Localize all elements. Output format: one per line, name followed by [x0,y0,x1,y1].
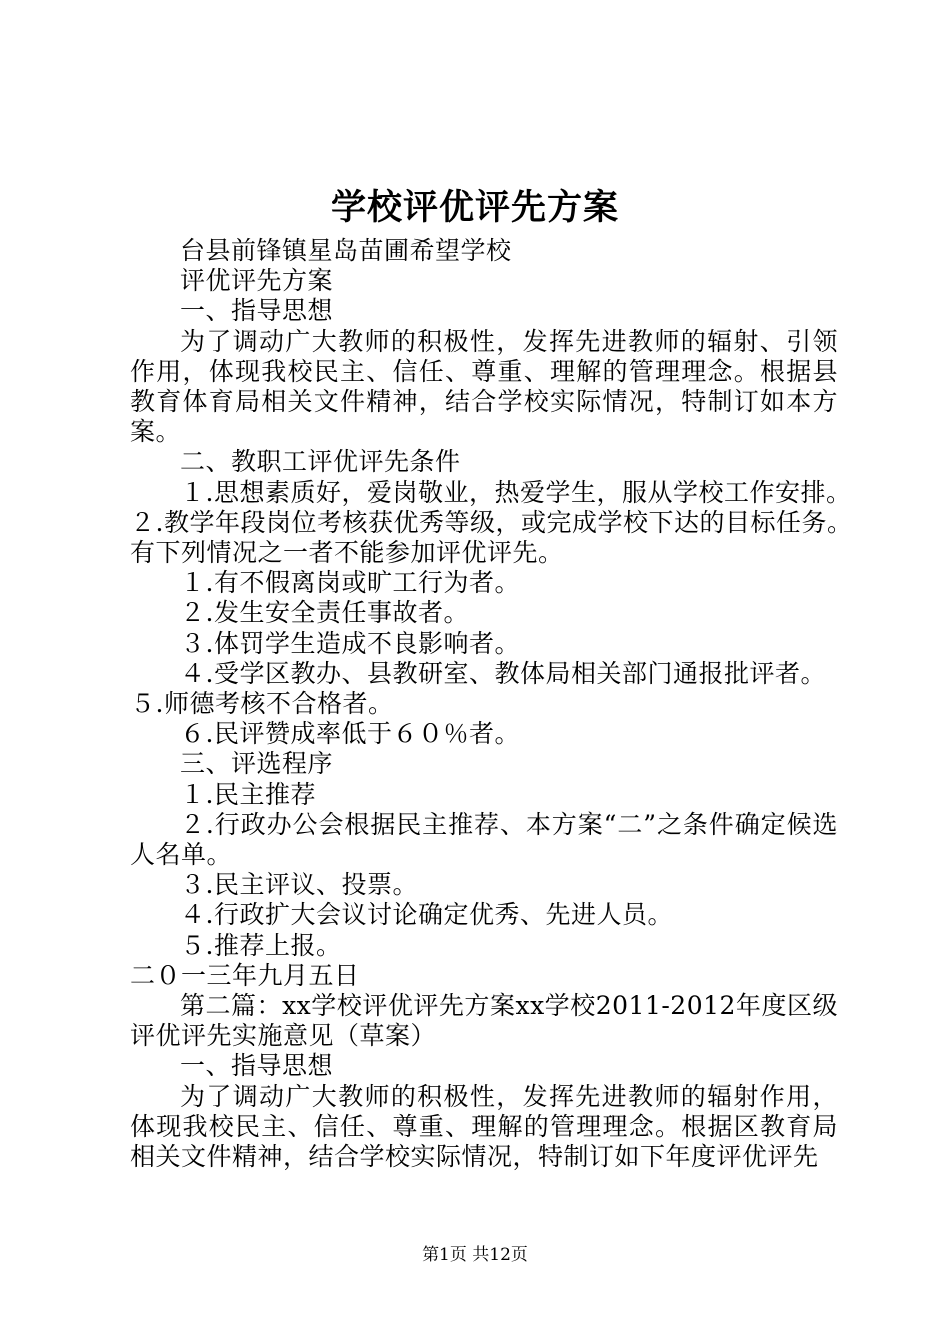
exclusion-item-1: １.有不假离岗或旷工行为者。 [180,568,520,598]
second-part-heading: 第二篇：xx学校评优评先方案xx学校2011-2012年度区级评优评先实施意见（草案） [130,991,838,1051]
document-title: 学校评优评先方案 [330,187,619,228]
exclusion-item-3: ３.体罚学生造成不良影响者。 [180,628,520,658]
exclusion-item-2: ２.发生安全责任事故者。 [180,598,469,628]
document-date: 二０一三年九月五日 [130,960,360,990]
exclusion-item-4: ４.受学区教办、县教研室、教体局相关部门通报批评者。 [180,658,826,688]
section-heading-conditions: 二、教职工评优评先条件 [180,447,461,477]
procedure-item-5: ５.推荐上报。 [180,930,342,960]
procedure-item-2: ２.行政办公会根据民主推荐、本方案“二”之条件确定候选人名单。 [130,809,838,870]
section-heading-guiding-ideology: 一、指导思想 [180,296,334,326]
condition-item-2: ２.教学年段岗位考核获优秀等级，或完成学校下达的目标任务。 [130,507,853,537]
procedure-item-1: １.民主推荐 [180,779,316,809]
procedure-item-3: ３.民主评议、投票。 [180,870,418,900]
exclusion-intro: 有下列情况之一者不能参加评优评先。 [130,538,564,568]
document-body [130,236,853,1172]
paragraph-guiding-ideology: 为了调动广大教师的积极性，发挥先进教师的辐射、引领作用，体现我校民主、信任、尊重、理解的管理理念。根据县教育体育局相关文件精神，结合学校实际情况，特制订如本方案。 [130,326,838,447]
page-number: 第1页 共12页 [422,1245,528,1265]
section-heading-procedure: 三、评选程序 [180,749,334,779]
exclusion-item-6: ６.民评赞成率低于６０％者。 [180,719,520,749]
condition-item-1: １.思想素质好，爱岗敬业，热爱学生，服从学校工作安排。 [180,477,852,507]
second-part-paragraph: 为了调动广大教师的积极性，发挥先进教师的辐射作用，体现我校民主、信任、尊重、理解的管理理念。根据区教育局相关文件精神，结合学校实际情况，特制订如下年度评优评先 [130,1081,838,1172]
second-part-section-heading: 一、指导思想 [180,1051,334,1081]
exclusion-item-5: ５.师德考核不合格者。 [130,689,394,719]
plan-name-line: 评优评先方案 [180,266,334,296]
school-name-line: 台县前锋镇星岛苗圃希望学校 [180,236,512,265]
procedure-item-4: ４.行政扩大会议讨论确定优秀、先进人员。 [180,900,673,930]
